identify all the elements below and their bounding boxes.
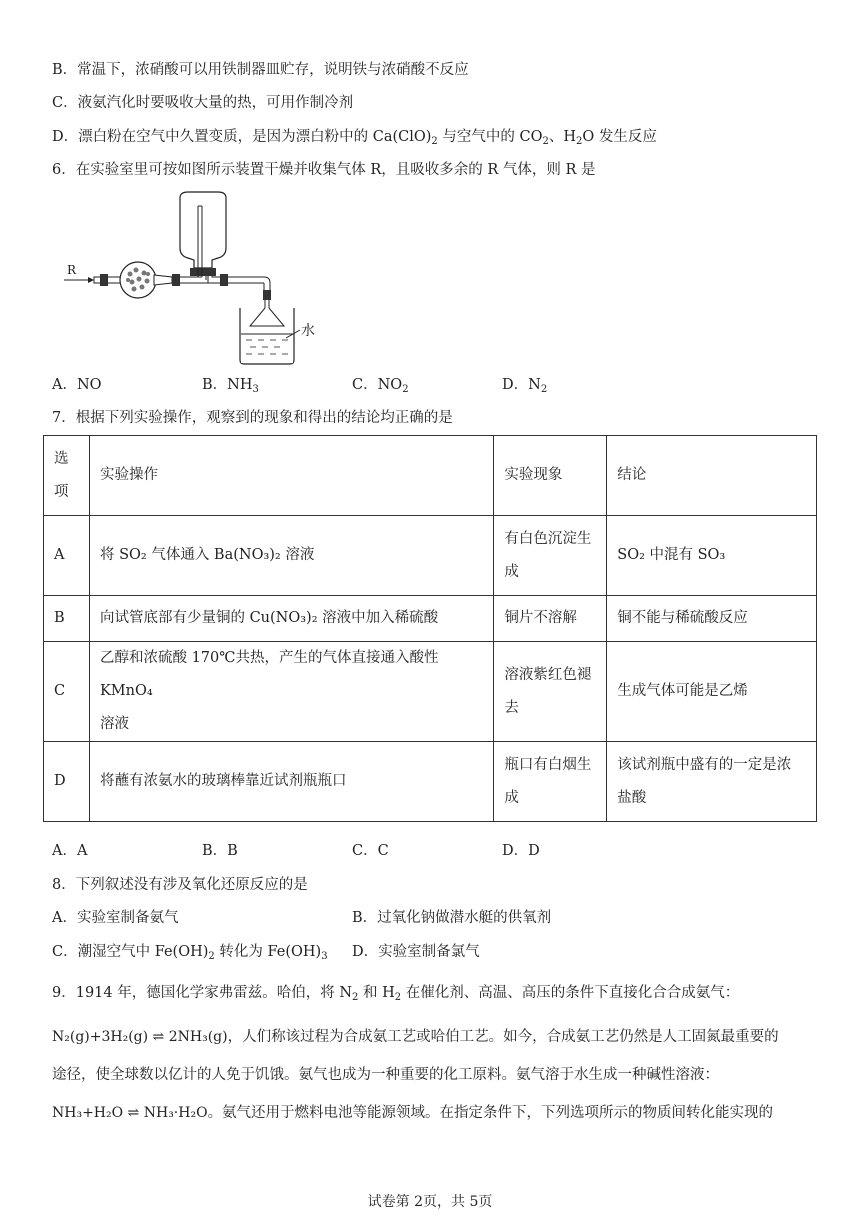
q7-option-c: C．C <box>352 843 389 859</box>
q8-option-c: C．潮湿空气中 $Fe(OH)_2$ 转化为 $Fe(OH)_3$ <box>52 944 328 962</box>
cell-conclusion: 铜不能与稀硫酸反应 <box>607 596 817 642</box>
cell-conclusion: SO₂ 中混有 SO₃ <box>607 516 817 596</box>
q8-option-b: B．过氧化钠做潜水艇的供氧剂 <box>352 910 552 926</box>
label-r: R <box>67 263 77 277</box>
cell-option: A <box>44 516 90 596</box>
q9-line-4: NH₃+H₂O ⇌ NH₃·H₂O。氨气还用于燃料电池等能源领域。在指定条件下，下列选项所示的物质间转化能实现的 <box>52 1105 774 1121</box>
table-row <box>44 742 817 822</box>
cell-operation: 将蘸有浓氨水的玻璃棒靠近试剂瓶瓶口 <box>89 742 493 822</box>
cell-operation: 乙醇和浓硫酸 170℃共热，产生的气体直接通入酸性 KMnO₄ 溶液 <box>89 642 493 742</box>
cell-operation: 向试管底部有少量铜的 Cu(NO₃)₂ 溶液中加入稀硫酸 <box>89 596 493 642</box>
cell-option: B <box>44 596 90 642</box>
q7-stem: 7．根据下列实验操作，观察到的现象和得出的结论均正确的是 <box>52 410 453 426</box>
cell-option: D <box>44 742 90 822</box>
cell-conclusion: 生成气体可能是乙烯 <box>607 642 817 742</box>
equation-ammonia-water: NH₃+H₂O ⇌ NH₃·H₂O <box>52 1105 208 1121</box>
q7-table <box>43 435 817 822</box>
q5-option-d: D．漂白粉在空气中久置变质，是因为漂白粉中的 $Ca(ClO)_2$ 与空气中的 $CO_2$、$H_2O$ 发生反应 <box>52 129 657 147</box>
q5-option-c: C．液氨汽化时要吸收大量的热，可用作制冷剂 <box>52 95 354 111</box>
q9-line-3: 途径，使全球数以亿计的人免于饥饿。氨气也成为一种重要的化工原料。氨气溶于水生成一种碱性溶液： <box>52 1067 719 1083</box>
cell-phenomenon: 有白色沉淀生 成 <box>494 516 607 596</box>
header-option: 选 项 <box>44 436 90 516</box>
q9-line-2: N₂(g)+3H₂(g) ⇌ 2NH₃(g)，人们称该过程为合成氨工艺或哈伯工艺。如今，合成氨工艺仍然是人工固氮最重要的 <box>52 1029 779 1045</box>
q5-option-b: B．常温下，浓硝酸可以用铁制器皿贮存，说明铁与浓硝酸不反应 <box>52 62 469 78</box>
q6-option-c: C．$NO_2$ <box>352 377 409 395</box>
cell-phenomenon: 铜片不溶解 <box>494 596 607 642</box>
cell-conclusion: 该试剂瓶中盛有的一定是浓 盐酸 <box>607 742 817 822</box>
q6-stem: 6．在实验室里可按如图所示装置干燥并收集气体 R，且吸收多余的 R 气体，则 R 是 <box>52 162 596 178</box>
q8-stem: 8．下列叙述没有涉及氧化还原反应的是 <box>52 877 308 893</box>
table-row <box>44 516 817 596</box>
page-footer: 试卷第 2页，共 5页 <box>367 1194 493 1210</box>
equation-haber: N₂(g)+3H₂(g) ⇌ 2NH₃(g) <box>52 1029 228 1045</box>
label-water: 水 <box>301 323 315 339</box>
q8-option-a: A．实验室制备氨气 <box>52 910 179 926</box>
q6-apparatus-diagram <box>60 188 330 368</box>
q9-line-1: 9．1914 年，德国化学家弗雷兹。哈伯，将 $N_2$ 和 $H_2$ 在催化剂、高温、高压的条件下直接化合合成氨气： <box>52 985 740 1003</box>
q8-option-d: D．实验室制备氯气 <box>352 944 480 960</box>
cell-phenomenon: 瓶口有白烟生 成 <box>494 742 607 822</box>
header-operation: 实验操作 <box>89 436 493 516</box>
q7-option-d: D．D <box>502 843 540 859</box>
cell-operation: 将 SO₂ 气体通入 Ba(NO₃)₂ 溶液 <box>89 516 493 596</box>
cell-option: C <box>44 642 90 742</box>
q6-option-b: B．$NH_3$ <box>202 377 259 395</box>
q7-option-b: B．B <box>202 843 238 859</box>
header-phenomenon: 实验现象 <box>494 436 607 516</box>
table-row <box>44 642 817 742</box>
q6-option-a: A．NO <box>52 377 102 393</box>
table-header-row <box>44 436 817 516</box>
q6-option-d: D．$N_2$ <box>502 377 548 395</box>
table-row <box>44 596 817 642</box>
cell-phenomenon: 溶液紫红色褪 去 <box>494 642 607 742</box>
q7-option-a: A．A <box>52 843 88 859</box>
header-conclusion: 结论 <box>607 436 817 516</box>
